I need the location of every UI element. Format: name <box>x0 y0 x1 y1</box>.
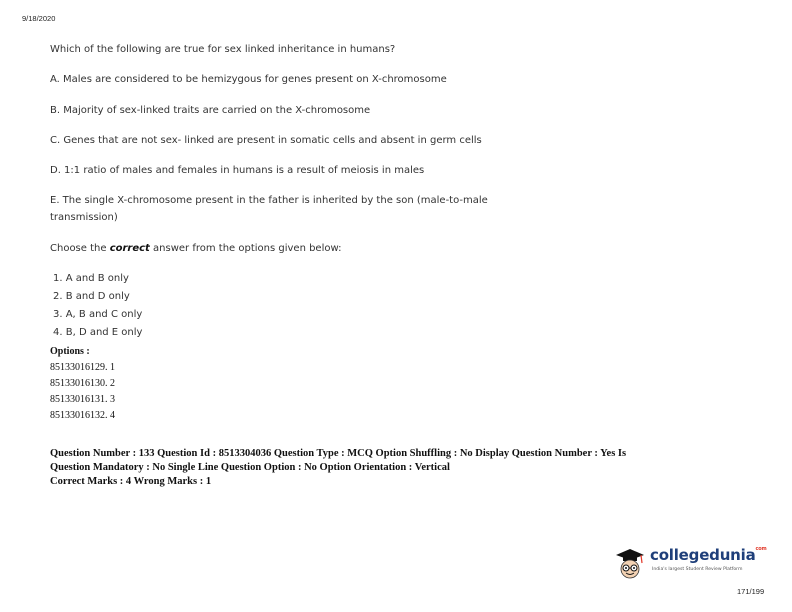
option-id-1: 85133016129. 1 <box>50 362 115 373</box>
option-id-2: 85133016130. 2 <box>50 378 115 389</box>
collegedunia-logo <box>614 546 767 586</box>
print-date: 9/18/2020 <box>22 14 56 23</box>
logo-wordmark-text: collegedunia <box>650 546 756 564</box>
statement-d: D. 1:1 ratio of males and females in humans is a result of meiosis in males <box>50 165 425 176</box>
metadata-line-1: Question Number : 133 Question Id : 8513304036 Question Type : MCQ Option Shuffling : No Display Question Number : Yes Is <box>50 448 627 459</box>
metadata-line-3: Correct Marks : 4 Wrong Marks : 1 <box>50 476 212 487</box>
logo-wordmark-suffix: com <box>755 546 767 552</box>
option-id-3: 85133016131. 3 <box>50 394 115 405</box>
question-metadata <box>50 447 730 489</box>
logo-wordmark <box>650 546 767 564</box>
option-id-4: 85133016132. 4 <box>50 410 115 421</box>
graduate-mascot-icon <box>614 546 646 582</box>
question-title: Which of the following are true for sex linked inheritance in humans? <box>50 44 396 55</box>
choose-emphasis: correct <box>109 243 150 254</box>
choose-suffix: answer from the options given below: <box>149 243 342 254</box>
choose-instruction <box>50 242 341 256</box>
statement-e: E. The single X-chromosome present in the father is inherited by the son (male-to-male <box>50 195 488 206</box>
answer-option-3: 3. A, B and C only <box>53 309 143 320</box>
statement-a: A. Males are considered to be hemizygous for genes present on X-chromosome <box>50 74 447 85</box>
statement-b: B. Majority of sex-linked traits are carried on the X-chromosome <box>50 105 371 116</box>
logo-tagline: India's largest Student Review Platform <box>652 567 743 572</box>
page-number: 171/199 <box>737 587 765 596</box>
options-heading: Options : <box>50 346 90 357</box>
statement-c: C. Genes that are not sex- linked are present in somatic cells and absent in germ cells <box>50 135 482 146</box>
answer-option-4: 4. B, D and E only <box>53 327 143 338</box>
metadata-line-2: Question Mandatory : No Single Line Question Option : No Option Orientation : Vertical <box>50 462 450 473</box>
statement-e-continued: transmission) <box>50 212 118 223</box>
answer-option-1: 1. A and B only <box>53 273 129 284</box>
choose-prefix: Choose the <box>50 243 110 254</box>
answer-option-2: 2. B and D only <box>53 291 130 302</box>
